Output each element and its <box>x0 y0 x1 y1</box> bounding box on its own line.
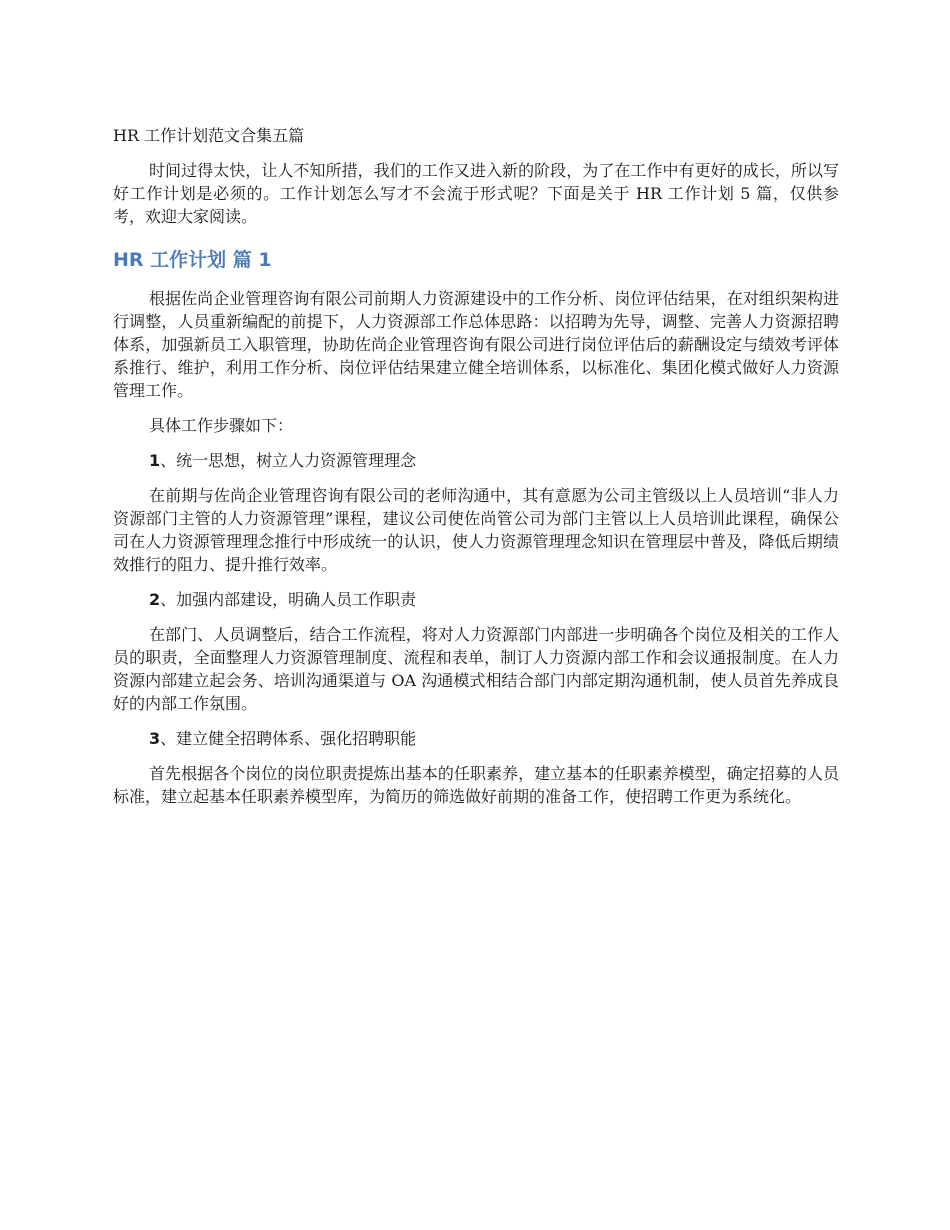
document-page <box>113 124 839 820</box>
summary-paragraph: 根据佐尚企业管理咨询有限公司前期人力资源建设中的工作分析、岗位评估结果，在对组织架构进行调整，人员重新编配的前提下，人力资源部工作总体思路：以招聘为先导，调整、完善人力资源招聘体系，加强新员工入职管理，协助佐尚企业管理咨询有限公司进行岗位评估后的薪酬设定与绩效考评体系推行、维护，利用工作分析、岗位评估结果建立健全培训体系，以标准化、集团化模式做好人力资源管理工作。 <box>113 289 839 400</box>
document-title: HR 工作计划范文合集五篇 <box>113 126 305 145</box>
step-title-text: 、加强内部建设，明确人员工作职责 <box>160 590 417 609</box>
step-2-title <box>113 588 839 611</box>
step-number: 3 <box>149 729 161 748</box>
step-number: 2 <box>149 590 161 609</box>
step-title-text: 、建立健全招聘体系、强化招聘职能 <box>160 729 417 748</box>
step-3-body: 首先根据各个岗位的岗位职责提炼出基本的任职素养，建立基本的任职素养模型，确定招募的人员标准，建立起基本任职素养模型库，为简历的筛选做好前期的准备工作，使招聘工作更为系统化。 <box>113 764 839 806</box>
step-2-body: 在部门、人员调整后，结合工作流程，将对人力资源部门内部进一步明确各个岗位及相关的工作人员的职责，全面整理人力资源管理制度、流程和表单，制订人力资源内部工作和会议通报制度。在人力资源内部建立起会务、培训沟通渠道与 OA 沟通模式相结合部门内部定期沟通机制，使人员首先养成良好的内部工作氛围。 <box>113 625 839 713</box>
section-heading: HR 工作计划 篇 1 <box>113 249 272 271</box>
step-1-title <box>113 449 839 472</box>
step-1-body: 在前期与佐尚企业管理咨询有限公司的老师沟通中，其有意愿为公司主管级以上人员培训“非人力资源部门主管的人力资源管理”课程，建议公司使佐尚管公司为部门主管以上人员培训此课程，确保公司在人力资源管理理念推行中形成统一的认识，使人力资源管理理念知识在管理层中普及，降低后期绩效推行的阻力、提升推行效率。 <box>113 486 839 574</box>
step-number: 1 <box>149 451 161 470</box>
intro-paragraph: 时间过得太快，让人不知所措，我们的工作又进入新的阶段，为了在工作中有更好的成长，所以写好工作计划是必须的。工作计划怎么写才不会流于形式呢？下面是关于 HR 工作计划 5 篇，仅供参考，欢迎大家阅读。 <box>113 161 839 226</box>
step-title-text: 、统一思想，树立人力资源管理理念 <box>160 451 417 470</box>
steps-intro: 具体工作步骤如下： <box>149 416 294 435</box>
step-3-title <box>113 727 839 750</box>
